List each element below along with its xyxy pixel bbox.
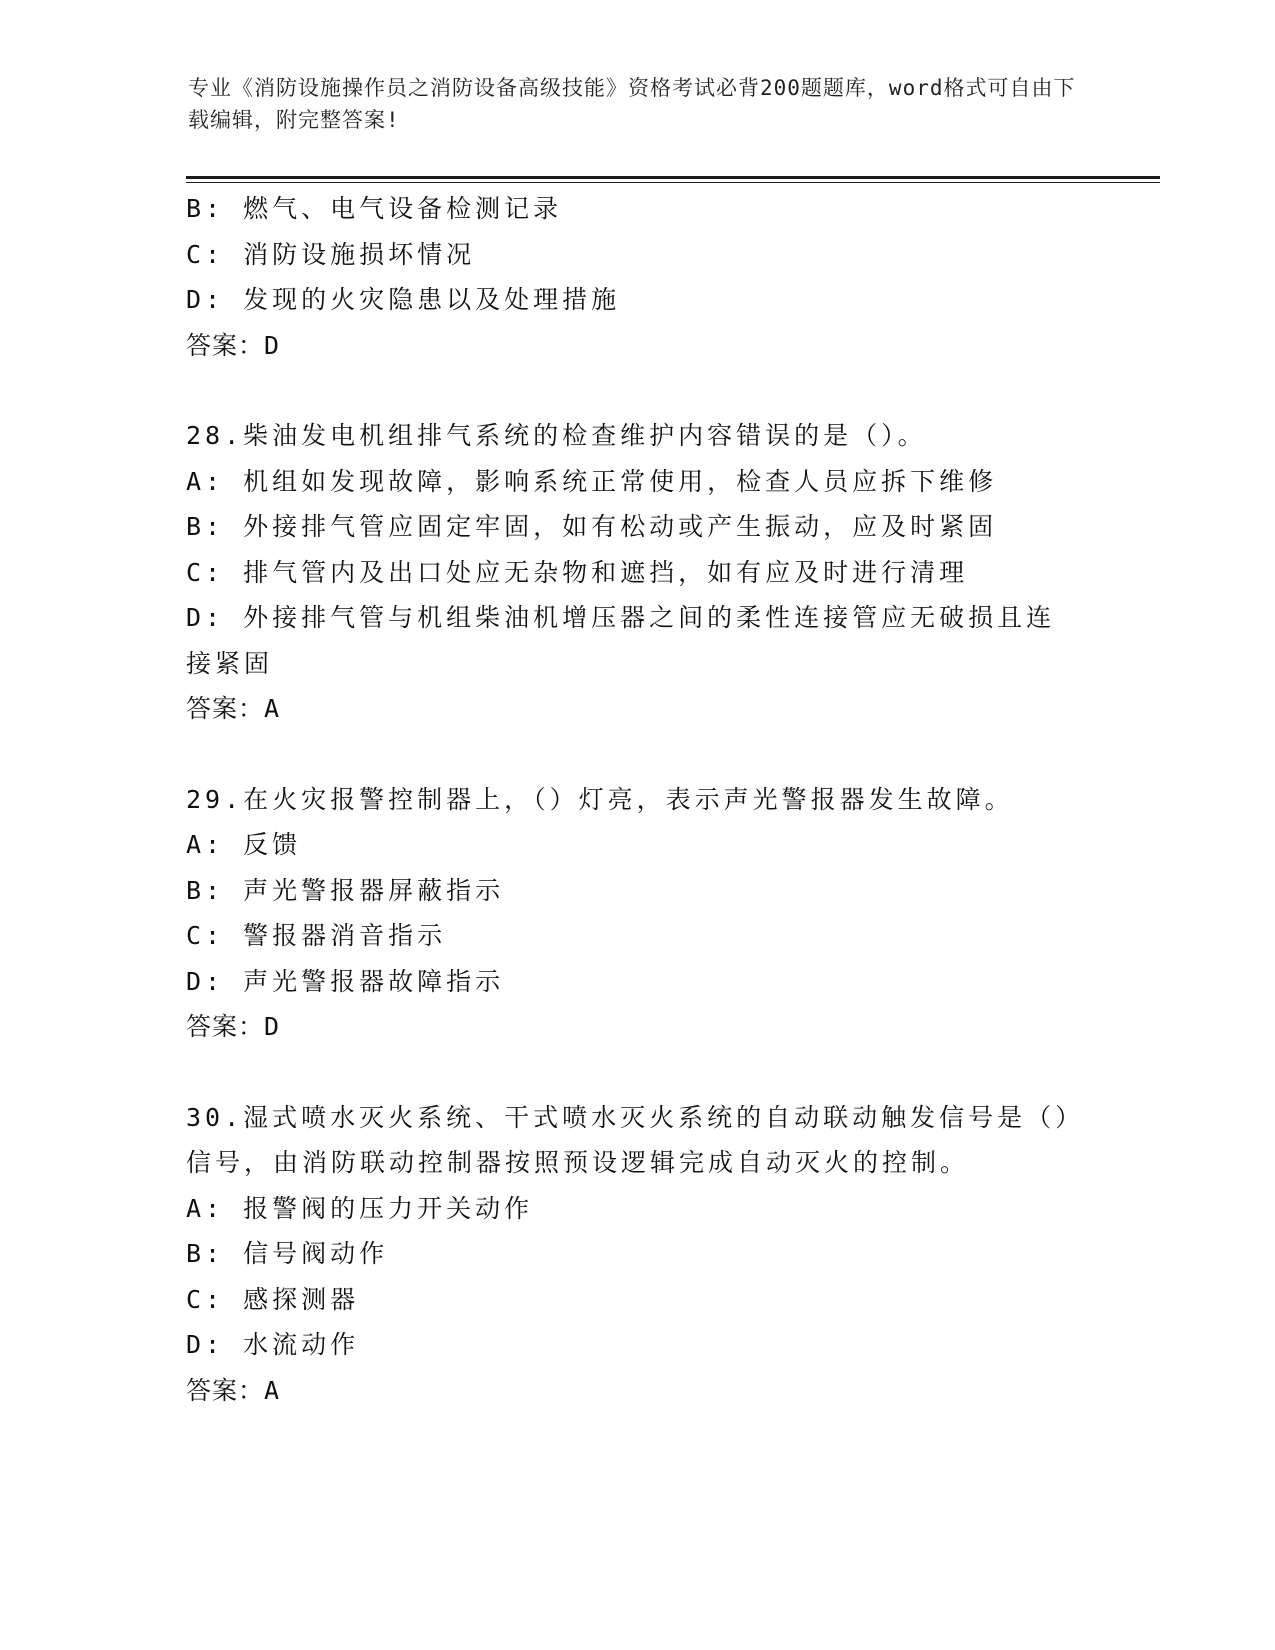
question-stem: 28.柴油发电机组排气系统的检查维护内容错误的是（）。 [186,421,927,450]
option-d: D: 发现的火灾隐患以及处理措施 [186,285,621,314]
option-b: B: 外接排气管应固定牢固，如有松动或产生振动，应及时紧固 [186,512,998,541]
spacer [186,1050,1086,1095]
option-b: B: 声光警报器屏蔽指示 [186,875,505,905]
answer-line: 答案：D [186,330,281,360]
option-a: A: 机组如发现故障，影响系统正常使用，检查人员应拆下维修 [186,466,998,496]
option-c: C: 排气管内及出口处应无杂物和遮挡，如有应及时进行清理 [186,557,969,587]
option-a: A: 反馈 [186,830,302,859]
document-header: 专业《消防设施操作员之消防设备高级技能》资格考试必背200题题库，word格式可自由下载编辑，附完整答案! [188,76,1076,132]
question-stem: 30.湿式喷水灭火系统、干式喷水灭火系统的自动联动触发信号是（）信号，由消防联动控制器按照预设逻辑完成自动灭火的控制。 [186,1102,1072,1177]
question-29 [186,777,1086,1050]
option-c: C: 警报器消音指示 [186,921,447,950]
option-c: C: 感探测器 [186,1284,360,1314]
header-divider-thick [186,176,1160,179]
spacer [186,368,1086,413]
option-d: D: 声光警报器故障指示 [186,966,505,996]
option-d: D: 外接排气管与机组柴油机增压器之间的柔性连接管应无破损且连接紧固 [186,603,1056,678]
option-d: D: 水流动作 [186,1330,360,1359]
question-27-continuation [186,186,1086,368]
answer-line: 答案：D [186,1012,281,1041]
question-30 [186,1095,1086,1414]
question-list [186,186,1086,1413]
spacer [186,732,1086,777]
answer-line: 答案：A [186,694,281,723]
option-c: C: 消防设施损坏情况 [186,239,476,269]
option-b: B: 信号阀动作 [186,1239,389,1268]
option-b: B: 燃气、电气设备检测记录 [186,194,563,223]
question-28 [186,413,1086,732]
answer-line: 答案：A [186,1375,281,1405]
question-stem: 29.在火灾报警控制器上，（）灯亮，表示声光警报器发生故障。 [186,784,1014,814]
option-a: A: 报警阀的压力开关动作 [186,1193,534,1223]
header-divider-thin [186,182,1160,183]
